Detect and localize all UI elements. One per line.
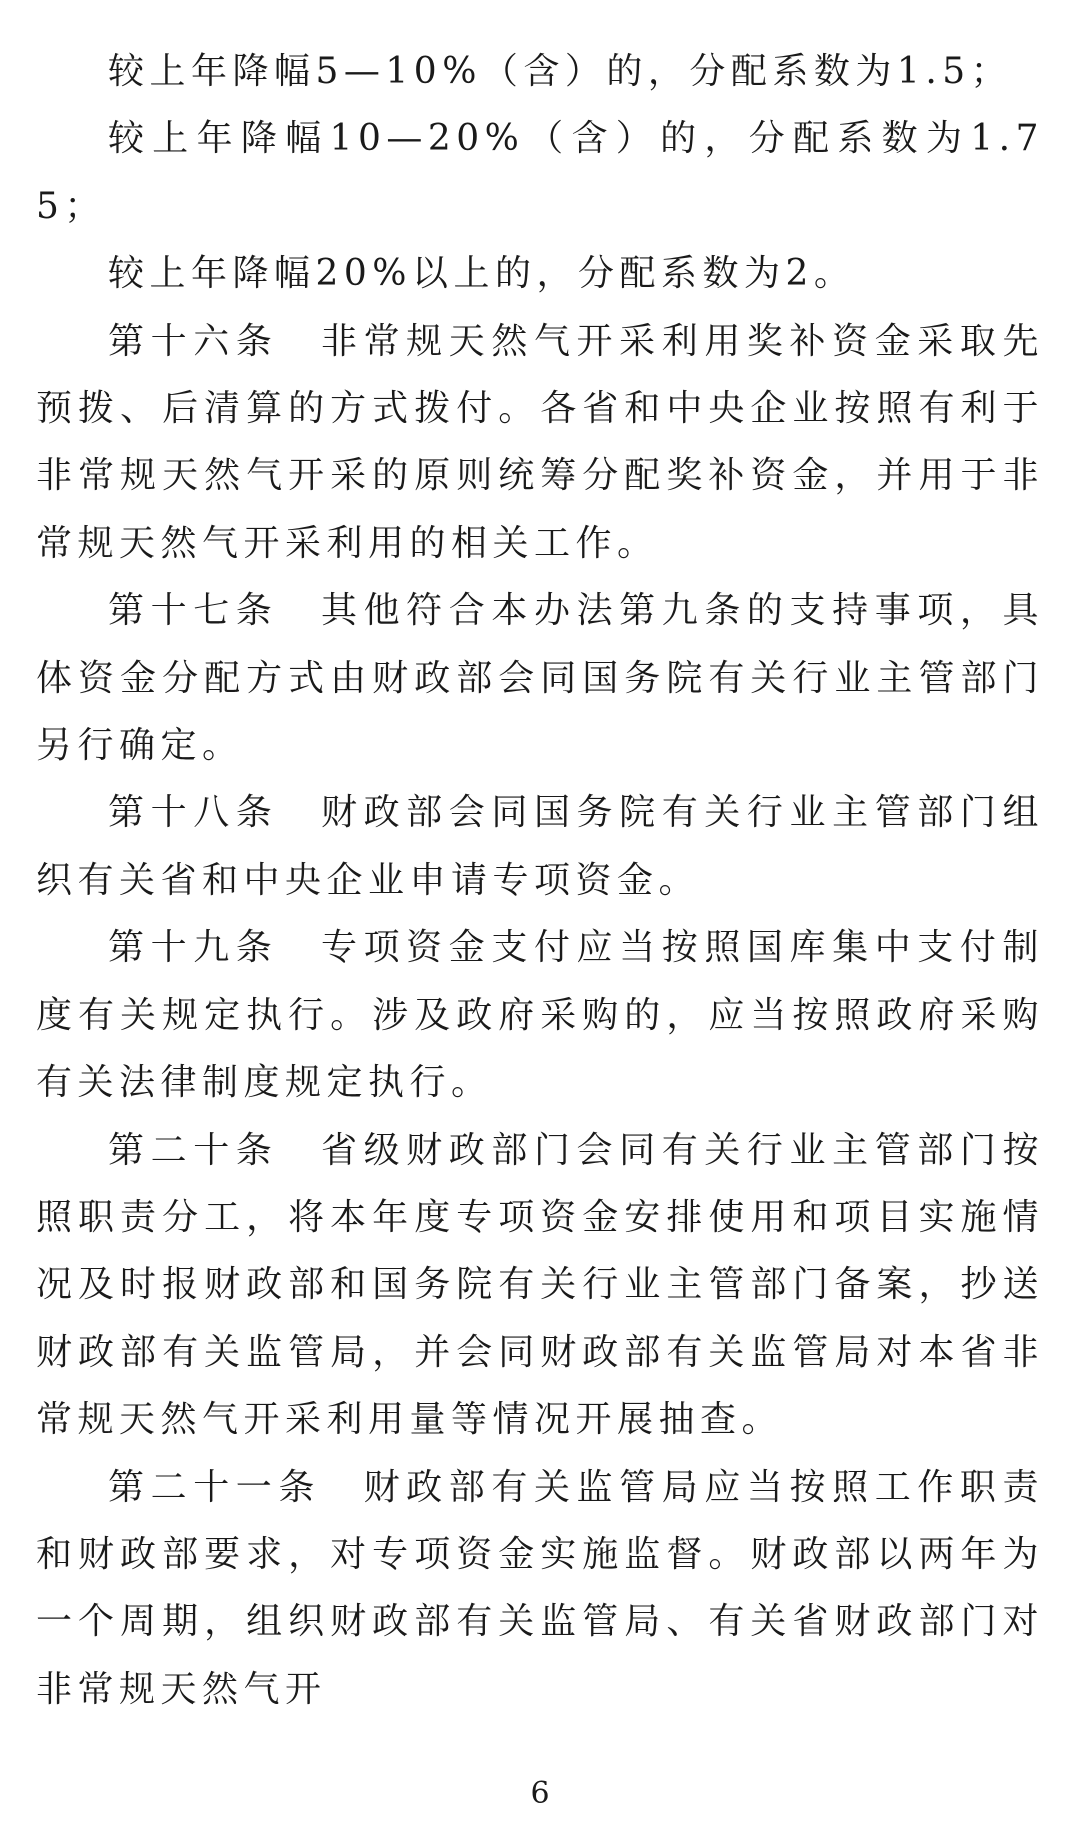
article-text: 财政部有关监管局应当按照工作职责和财政部要求，对专项资金实施监督。财政部以两年为一个周期，组织财政部有关监管局、有关省财政部门对非常规天然气开 <box>36 1466 1044 1710</box>
article-heading: 第十八条 <box>108 792 279 834</box>
article-text: 其他符合本办法第九条的支持事项，具体资金分配方式由财政部会同国务院有关行业主管部门另行确定。 <box>36 590 1044 767</box>
article-text: 非常规天然气开采利用奖补资金采取先预拨、后清算的方式拨付。各省和中央企业按照有利于非常规天然气开采的原则统筹分配奖补资金，并用于非常规天然气开采利用的相关工作。 <box>36 320 1044 564</box>
article-text: 财政部会同国务院有关行业主管部门组织有关省和中央企业申请专项资金。 <box>36 792 1044 901</box>
article-16 <box>36 308 1044 578</box>
article-17 <box>36 577 1044 779</box>
document-body <box>36 38 1044 1723</box>
article-text: 专项资金支付应当按照国库集中支付制度有关规定执行。涉及政府采购的，应当按照政府采购有关法律制度规定执行。 <box>36 927 1044 1104</box>
paragraph-reduction-5-10 <box>36 38 1044 105</box>
article-20 <box>36 1117 1044 1454</box>
article-heading: 第二十一条 <box>108 1466 321 1508</box>
paragraph-reduction-10-20 <box>36 105 1044 240</box>
article-heading: 第十六条 <box>108 320 279 362</box>
paragraph-reduction-over-20 <box>36 240 1044 307</box>
page-number: 6 <box>530 1776 550 1811</box>
article-text: 省级财政部门会同有关行业主管部门按照职责分工，将本年度专项资金安排使用和项目实施情况及时报财政部和国务院有关行业主管部门备案，抄送财政部有关监管局，并会同财政部有关监管局对本省非常规天然气开采利用量等情况开展抽查。 <box>36 1129 1044 1441</box>
article-19 <box>36 914 1044 1116</box>
article-18 <box>36 779 1044 914</box>
paragraph-text: 较上年降幅20%以上的，分配系数为2。 <box>108 253 856 295</box>
article-heading: 第十九条 <box>108 927 279 969</box>
article-heading: 第十七条 <box>108 590 279 632</box>
paragraph-text: 较上年降幅5—10%（含）的，分配系数为1.5； <box>108 51 1013 92</box>
article-heading: 第二十条 <box>108 1129 279 1171</box>
article-21 <box>36 1454 1044 1724</box>
paragraph-text: 较上年降幅10—20%（含）的，分配系数为1.75； <box>36 118 1044 227</box>
